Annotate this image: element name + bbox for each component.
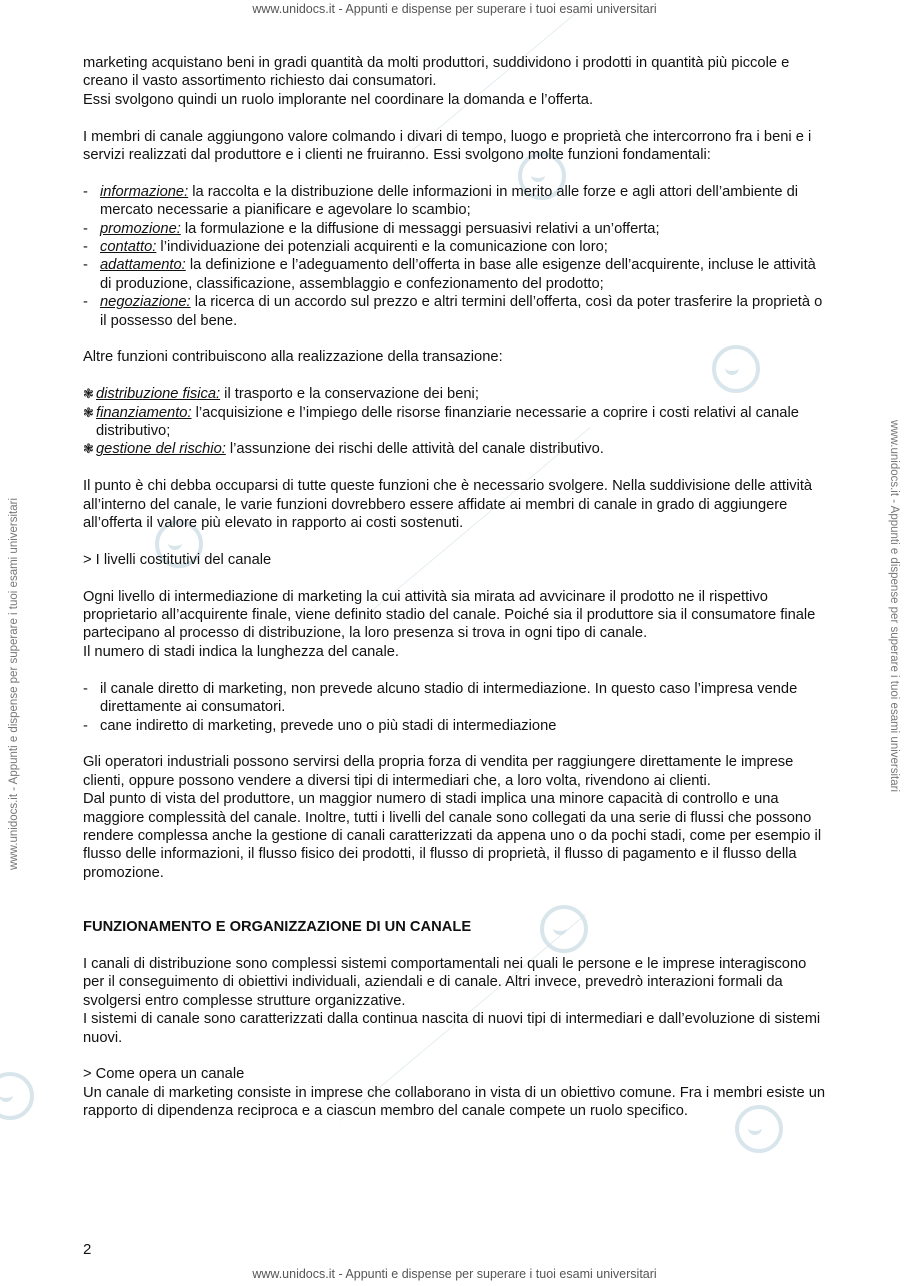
functions-list bbox=[83, 183, 828, 330]
list-item bbox=[83, 440, 828, 458]
term-text: la raccolta e la distribuzione delle informazioni in merito alle forze e agli attori dell’ambiente di mercato necessarie a pianificare e agevolare lo scambio; bbox=[100, 183, 799, 219]
dash-marker: - bbox=[83, 680, 88, 697]
systems-paragraph: I canali di distribuzione sono complessi sistemi comportamentali nei quali le persone e le imprese interagiscono per il conseguimento di obiettivi individuali, aziendali e di canale. Altri invece, prevedrò interazioni formali da svolgersi entro complesse strutture organizzative. bbox=[83, 955, 807, 1009]
term-text: l’individuazione dei potenziali acquirenti e la comunicazione con loro; bbox=[156, 239, 608, 256]
list-item bbox=[83, 220, 828, 238]
other-functions-paragraph: Altre funzioni contribuiscono alla realizzazione della transazione: bbox=[83, 349, 503, 366]
flower-bullet-icon: ❃ bbox=[83, 441, 94, 457]
list-item bbox=[83, 183, 828, 220]
term-label: contatto: bbox=[100, 239, 157, 256]
term-text: l’acquisizione e l’impiego delle risorse finanziarie necessarie a coprire i costi relativi al canale distributivo; bbox=[96, 404, 799, 440]
side-watermark-left: www.unidocs.it - Appunti e dispense per superare i tuoi esami universitari bbox=[8, 497, 20, 870]
how-paragraph: Un canale di marketing consiste in imprese che collaborano in vista di un obiettivo comune. Fra i membri esiste un rapporto di dipendenza reciproca e a ciascun membro del canale compete un ruolo specifico. bbox=[83, 1084, 826, 1120]
list-text: cane indiretto di marketing, prevede uno o più stadi di intermediazione bbox=[100, 717, 557, 734]
bottom-banner: www.unidocs.it - Appunti e dispense per superare i tuoi esami universitari bbox=[252, 1267, 657, 1281]
intro-paragraph: Essi svolgono quindi un ruolo implorante nel coordinare la domanda e l’offerta. bbox=[83, 91, 594, 108]
channel-types-list bbox=[83, 680, 828, 735]
page-number: 2 bbox=[83, 1241, 92, 1258]
intro-paragraph: marketing acquistano beni in gradi quantità da molti produttori, suddividono i prodotti in quantità più piccole e creano il vasto assortimento richiesto dai consumatori. bbox=[83, 55, 790, 90]
flower-bullet-icon: ❃ bbox=[83, 386, 94, 402]
term-label: finanziamento: bbox=[96, 404, 192, 421]
term-text: la ricerca di un accordo sul prezzo e altri termini dell’offerta, così da poter trasferire la proprietà o il possesso del bene. bbox=[100, 294, 823, 329]
subheading-levels: > I livelli costitutivi del canale bbox=[83, 551, 272, 568]
other-functions-list bbox=[83, 385, 828, 459]
term-text: la definizione e l’adeguamento dell’offerta in base alle esigenze dell’acquirente, incluse le attività di produzione, classificazione, assemblaggio e confezionamento del prodotto; bbox=[100, 257, 816, 292]
systems-paragraph: I sistemi di canale sono caratterizzati dalla continua nascita di nuovi tipi di intermediari e dall’evoluzione di sistemi nuovi. bbox=[83, 1011, 821, 1046]
term-text: l’assunzione dei rischi delle attività del canale distributivo. bbox=[225, 441, 604, 458]
levels-paragraph: Il numero di stadi indica la lunghezza del canale. bbox=[83, 643, 399, 660]
flower-bullet-icon: ❃ bbox=[83, 404, 94, 420]
dash-marker: - bbox=[83, 257, 88, 274]
top-banner: www.unidocs.it - Appunti e dispense per superare i tuoi esami universitari bbox=[252, 2, 657, 16]
list-item bbox=[83, 404, 828, 441]
term-label: promozione: bbox=[100, 220, 181, 237]
dash-marker: - bbox=[83, 717, 88, 734]
term-label: negoziazione: bbox=[100, 294, 191, 311]
list-item bbox=[83, 238, 828, 256]
levels-paragraph: Ogni livello di intermediazione di marketing la cui attività sia mirata ad avvicinare il prodotto ne il rispettivo proprietario all’acquirente finale, viene definito stadio del canale. Poiché sia il produttore sia il consumatore finale partecipano al processo di distribuzione, la loro presenza si trova in ogni tipo di canale. bbox=[83, 588, 816, 642]
subheading-how: > Come opera un canale bbox=[83, 1066, 245, 1083]
side-watermark-right: www.unidocs.it - Appunti e dispense per superare i tuoi esami universitari bbox=[888, 420, 900, 793]
dash-marker: - bbox=[83, 239, 88, 256]
term-text: la formulazione e la diffusione di messaggi persuasivi relativi a un’offerta; bbox=[180, 220, 660, 237]
section-heading: FUNZIONAMENTO E ORGANIZZAZIONE DI UN CANALE bbox=[83, 919, 472, 936]
term-label: gestione del rischio: bbox=[96, 441, 226, 458]
functions-paragraph: I membri di canale aggiungono valore colmando i divari di tempo, luogo e proprietà che intercorrono fra i beni e i servizi realizzati dal produttore e i clienti ne fruiranno. Essi svolgono molte funzioni fondamentali: bbox=[83, 128, 812, 164]
list-item bbox=[83, 717, 828, 735]
list-item bbox=[83, 680, 828, 717]
list-item bbox=[83, 256, 828, 293]
page-content bbox=[83, 54, 828, 1121]
who-paragraph: Il punto è chi debba occuparsi di tutte queste funzioni che è necessario svolgere. Nella suddivisione delle attività all’interno del canale, le varie funzioni dovrebbero essere affidate ai membri di canale in grado di aggiungere all’offerta il valore più elevato in rapporto ai costi sostenuti. bbox=[83, 478, 813, 532]
dash-marker: - bbox=[83, 294, 88, 311]
list-item bbox=[83, 293, 828, 330]
term-label: informazione: bbox=[100, 183, 189, 200]
list-text: il canale diretto di marketing, non prevede alcuno stadio di intermediazione. In questo caso l’impresa vende direttamente ai consumatori. bbox=[100, 680, 798, 716]
watermark-logo-icon bbox=[0, 1072, 34, 1120]
term-text: il trasporto e la conservazione dei beni; bbox=[220, 386, 479, 403]
operators-paragraph: Dal punto di vista del produttore, un maggior numero di stadi implica una minore capacità di controllo e una maggiore complessità del canale. Inoltre, tutti i livelli del canale sono collegati da una serie di flussi che possono rendere complessa anche la gestione di canali caratterizzati da appena uno o da pochi stadi, come per esempio il flusso delle informazioni, il flusso fisico dei prodotti, il flusso di proprietà, il flusso di pagamento e il flusso della promozione. bbox=[83, 791, 822, 881]
dash-marker: - bbox=[83, 220, 88, 237]
list-item bbox=[83, 385, 828, 403]
dash-marker: - bbox=[83, 183, 88, 200]
operators-paragraph: Gli operatori industriali possono servirsi della propria forza di vendita per raggiungere direttamente le imprese clienti, oppure possono vendere a diversi tipi di intermediari che, a loro volta, rivendono ai clienti. bbox=[83, 754, 794, 789]
term-label: distribuzione fisica: bbox=[96, 386, 221, 403]
term-label: adattamento: bbox=[100, 257, 186, 274]
